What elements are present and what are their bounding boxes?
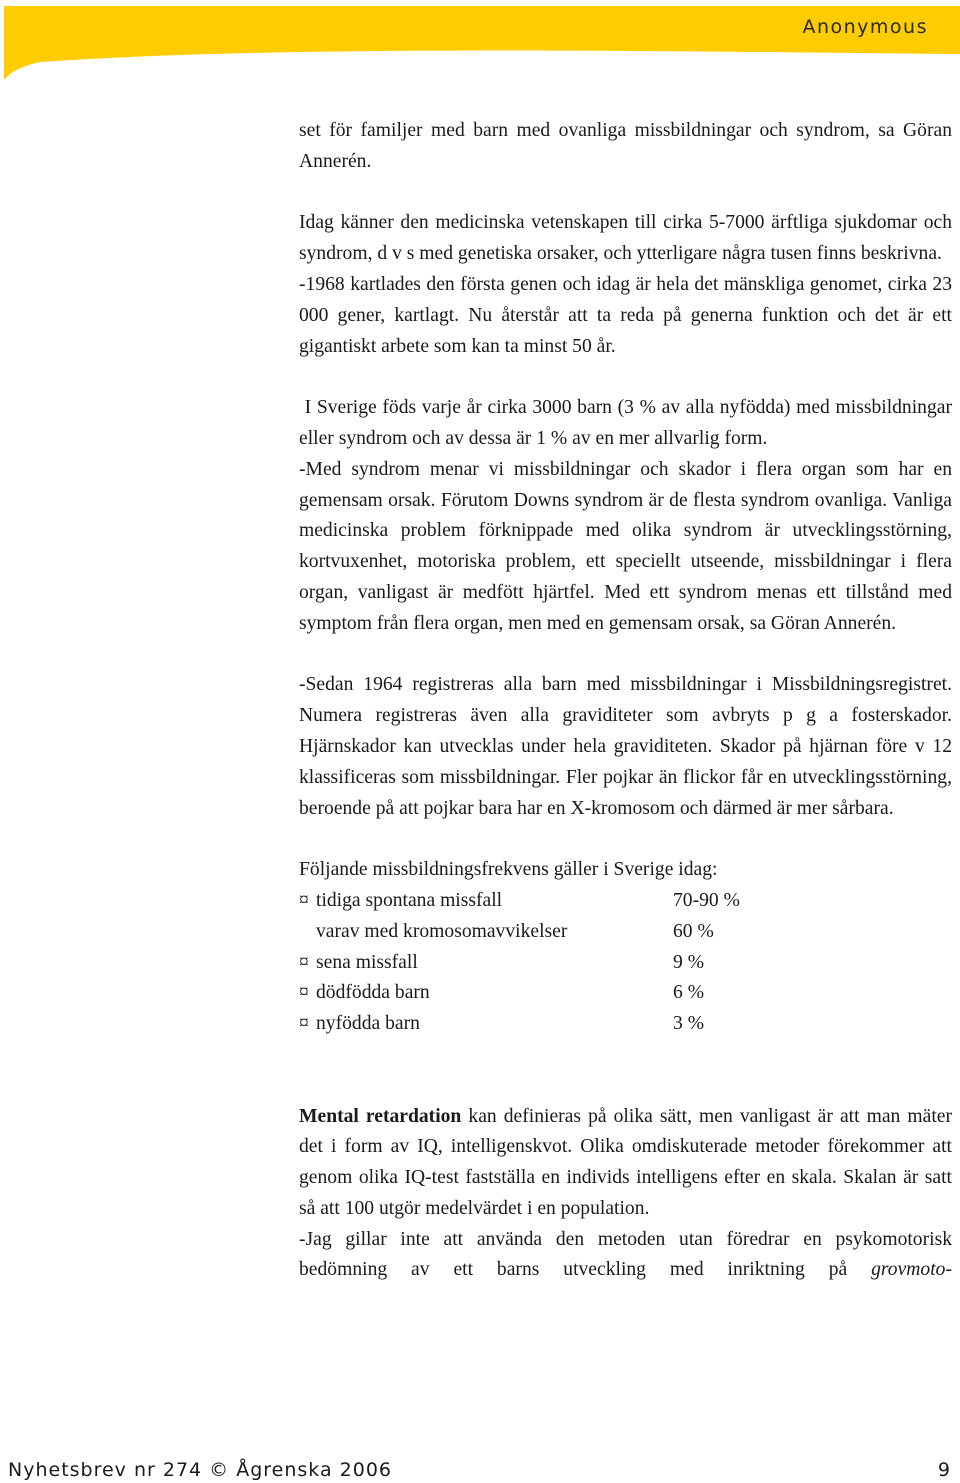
paragraph: I Sverige föds varje år cirka 3000 barn (3 % av alla nyfödda) med missbildningar eller syndrom och av dessa är 1 % av en mer allvarlig form. [299, 397, 957, 449]
frequency-label: sena missfall [316, 951, 418, 973]
italic-text: grovmoto- [871, 1259, 952, 1281]
frequency-value: 9 % [673, 951, 705, 973]
frequency-value: 70-90 % [673, 889, 740, 911]
list-item [299, 978, 952, 1009]
list-item [299, 886, 952, 917]
paragraph-text: kan definieras på olika sätt, men vanligast är att man mäter det i form av IQ, intelligenskvot. Olika omdiskuterade metoder förekommer att genom olika IQ-test fastställa en individs intelligens efter en skala. Skalan är satt så att 100 utgör medelvärdet i en population. [299, 1105, 952, 1219]
frequency-value: 6 % [673, 982, 705, 1004]
footer-publication: Nyhetsbrev nr 274 © Ågrenska 2006 [8, 1459, 392, 1481]
frequency-label: varav med kromosomavvikelser [316, 920, 568, 942]
frequency-title: Följande missbildningsfrekvens gäller i Sverige idag: [299, 859, 718, 881]
term-heading: Mental retardation [299, 1105, 462, 1127]
list-item [299, 1009, 952, 1040]
paragraph: -Sedan 1964 registreras alla barn med missbildningar i Missbildningsregistret. Numera registreras även alla graviditeter som avbryts p g a fosterskador. Hjärnskador kan utvecklas under hela graviditeten. Skador på hjärnan före v 12 klassificeras som missbildningar. Fler pojkar än flickor får en utvecklingsstörning, beroende på att pojkar bara har en X-kromosom och därmed är mer sårbara. [299, 674, 952, 819]
paragraph [299, 1225, 952, 1287]
frequency-list [299, 886, 952, 1040]
frequency-label: nyfödda barn [316, 1013, 420, 1035]
bullet-icon: ¤ [299, 951, 309, 973]
list-item [299, 917, 952, 948]
header-label: Anonymous [802, 16, 928, 38]
header-banner [0, 0, 960, 90]
list-item [299, 948, 952, 979]
paragraph: set för familjer med barn med ovanliga missbildningar och syndrom, sa Göran Annerén. [299, 120, 952, 172]
paragraph: -1968 kartlades den första genen och idag är hela det mänskliga genomet, cirka 23 000 gener, kartlagt. Nu återstår att ta reda på generna funktion och det är ett gigantiskt arbete som kan ta minst 50 år. [299, 273, 952, 357]
frequency-label: tidiga spontana missfall [316, 889, 503, 911]
bullet-icon: ¤ [299, 889, 309, 911]
frequency-value: 3 % [673, 1013, 705, 1035]
paragraph [299, 1102, 952, 1225]
bullet-icon: ¤ [299, 1013, 309, 1035]
banner-shape [0, 0, 960, 90]
frequency-value: 60 % [673, 920, 714, 942]
bullet-icon: ¤ [299, 982, 309, 1004]
paragraph: Idag känner den medicinska vetenskapen till cirka 5-7000 ärftliga sjukdomar och syndrom, d v s med genetiska orsaker, och ytterligare några tusen finns beskrivna. [299, 212, 952, 265]
paragraph-text: -Jag gillar inte att använda den metoden utan föredrar en psykomotorisk bedömning av ett barns utveckling med inriktning på [299, 1228, 952, 1281]
article-body [299, 116, 957, 1286]
page-number: 9 [937, 1459, 950, 1481]
bullet-icon [299, 917, 316, 948]
frequency-label: dödfödda barn [316, 982, 430, 1004]
paragraph: -Med syndrom menar vi missbildningar och skador i flera organ som har en gemensam orsak. Förutom Downs syndrom är de flesta syndrom ovanliga. Vanliga medicinska problem förknippade med olika syndrom är utvecklingsstörning, kortvuxenhet, motoriska problem, ett speciellt utseende, missbildningar i flera organ, vanligast är medfött hjärtfel. Med ett syndrom menas ett tillstånd med symptom från flera organ, men med en gemensam orsak, sa Göran Annerén. [299, 458, 952, 634]
